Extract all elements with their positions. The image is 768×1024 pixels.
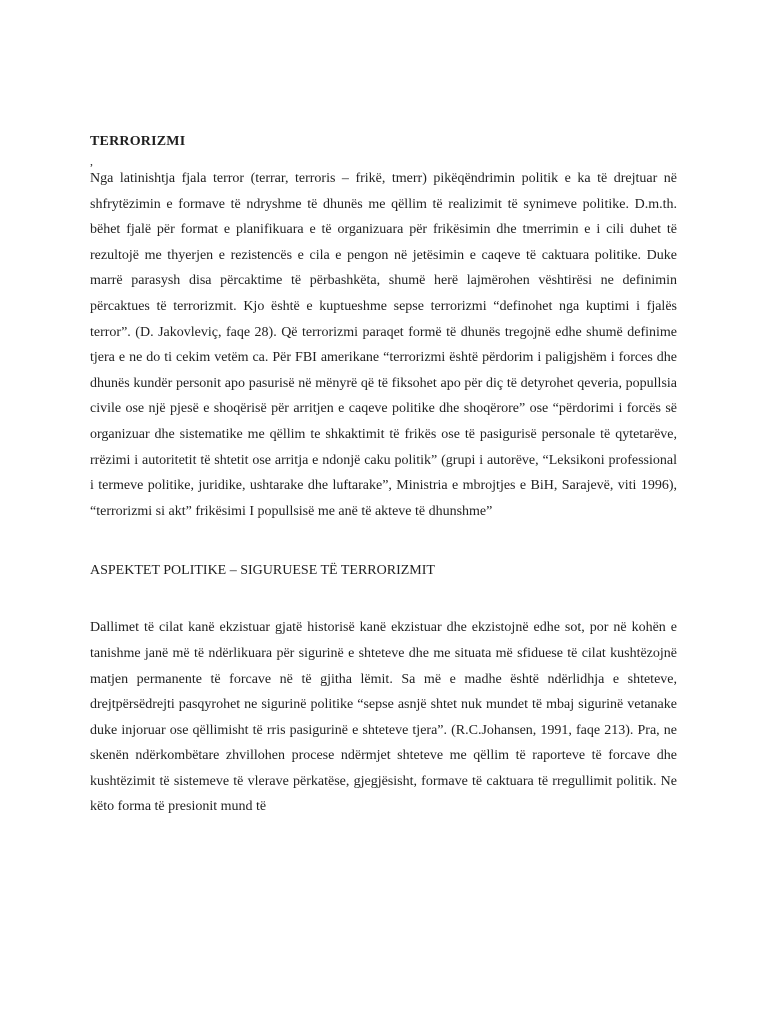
spacer <box>90 583 677 615</box>
paragraph-definition: Nga latinishtja fjala terror (terrar, terroris – frikë, tmerr) pikëqëndrimin politik e ka të drejtuar në shfrytëzimin e formave të ndryshme të dhunës me qëllim të realizimit të synimeve politike. D.m.th. bëhet fjalë për format e planifikuara e të organizuara për frikësimin dhe tmerrimin e i cili duhet të rezultojë me thyerjen e rezistencës e cila e pengon në jetësimin e caqeve të caktuara politike. Duke marrë parasysh disa përcaktime të përbashkëta, shumë herë lajmërohen vështirësi ne definimin përcaktues të terrorizmit. Kjo është e kuptueshme sepse terrorizmi “definohet nga kuptimi i fjalës terror”. (D. Jakovleviç, faqe 28). Që terrorizmi paraqet formë të dhunës tregojnë edhe shumë definime tjera e ne do ti cekim vetëm ca. Për FBI amerikane “terrorizmi është përdorim i paligjshëm i forces dhe dhunës kundër personit apo pasurisë në mënyrë që të fiksohet apo për diç të detyrohet qeveria, popullsia civile ose një pjesë e shoqërisë për arritjen e caqeve politike dhe shoqërore” ose “përdorimi i forcës së organizuar dhe sistematike me qëllim te shkaktimit të frikës ose të pasigurisë personale të qytetarëve, rrëzimi i autoritetit të shtetit ose arritja e ndonjë caku politik” (grupi i autorëve, “Leksikoni professional i termeve politike, juridike, ushtarake dhe luftarake”, Ministria e mbrojtjes e BiH, Sarajevë, viti 1996), “terrorizmi si akt” frikësimi I popullsisë me anë të akteve të dhunshme” <box>90 171 677 519</box>
document-title: TERRORIZMI <box>90 134 186 149</box>
spacer <box>90 524 677 558</box>
stray-mark: , <box>90 154 93 168</box>
document-content <box>90 128 677 820</box>
section-heading: ASPEKTET POLITIKE – SIGURUESE TË TERRORIZMIT <box>90 563 435 579</box>
paragraph-political-aspects: Dallimet të cilat kanë ekzistuar gjatë historisë kanë ekzistuar dhe ekzistojnë edhe sot, por në kohën e tanishme janë më të ndërlikuara për sigurinë e shteteve dhe me situata më sfiduese të cilat kushtëzojnë matjen permanente të forcave në të gjitha lëmit. Sa më e madhe është ndërlidhja e shteteve, drejtpërsëdrejti pasqyrohet ne sigurinë politike “sepse asnjë shtet nuk mundet të mbaj sigurinë vetanake duke injoruar ose qëllimisht të rris pasigurinë e shteteve tjera”. (R.C.Johansen, 1991, faqe 213). Pra, ne skenën ndërkombëtare zhvillohen procese ndërmjet shteteve me qëllim të raporteve të forcave dhe kushtëzimit të sistemeve të vlerave përkatëse, gjegjësisht, formave të caktuara të rregullimit politik. Ne këto forma të presionit mund të <box>90 620 677 815</box>
